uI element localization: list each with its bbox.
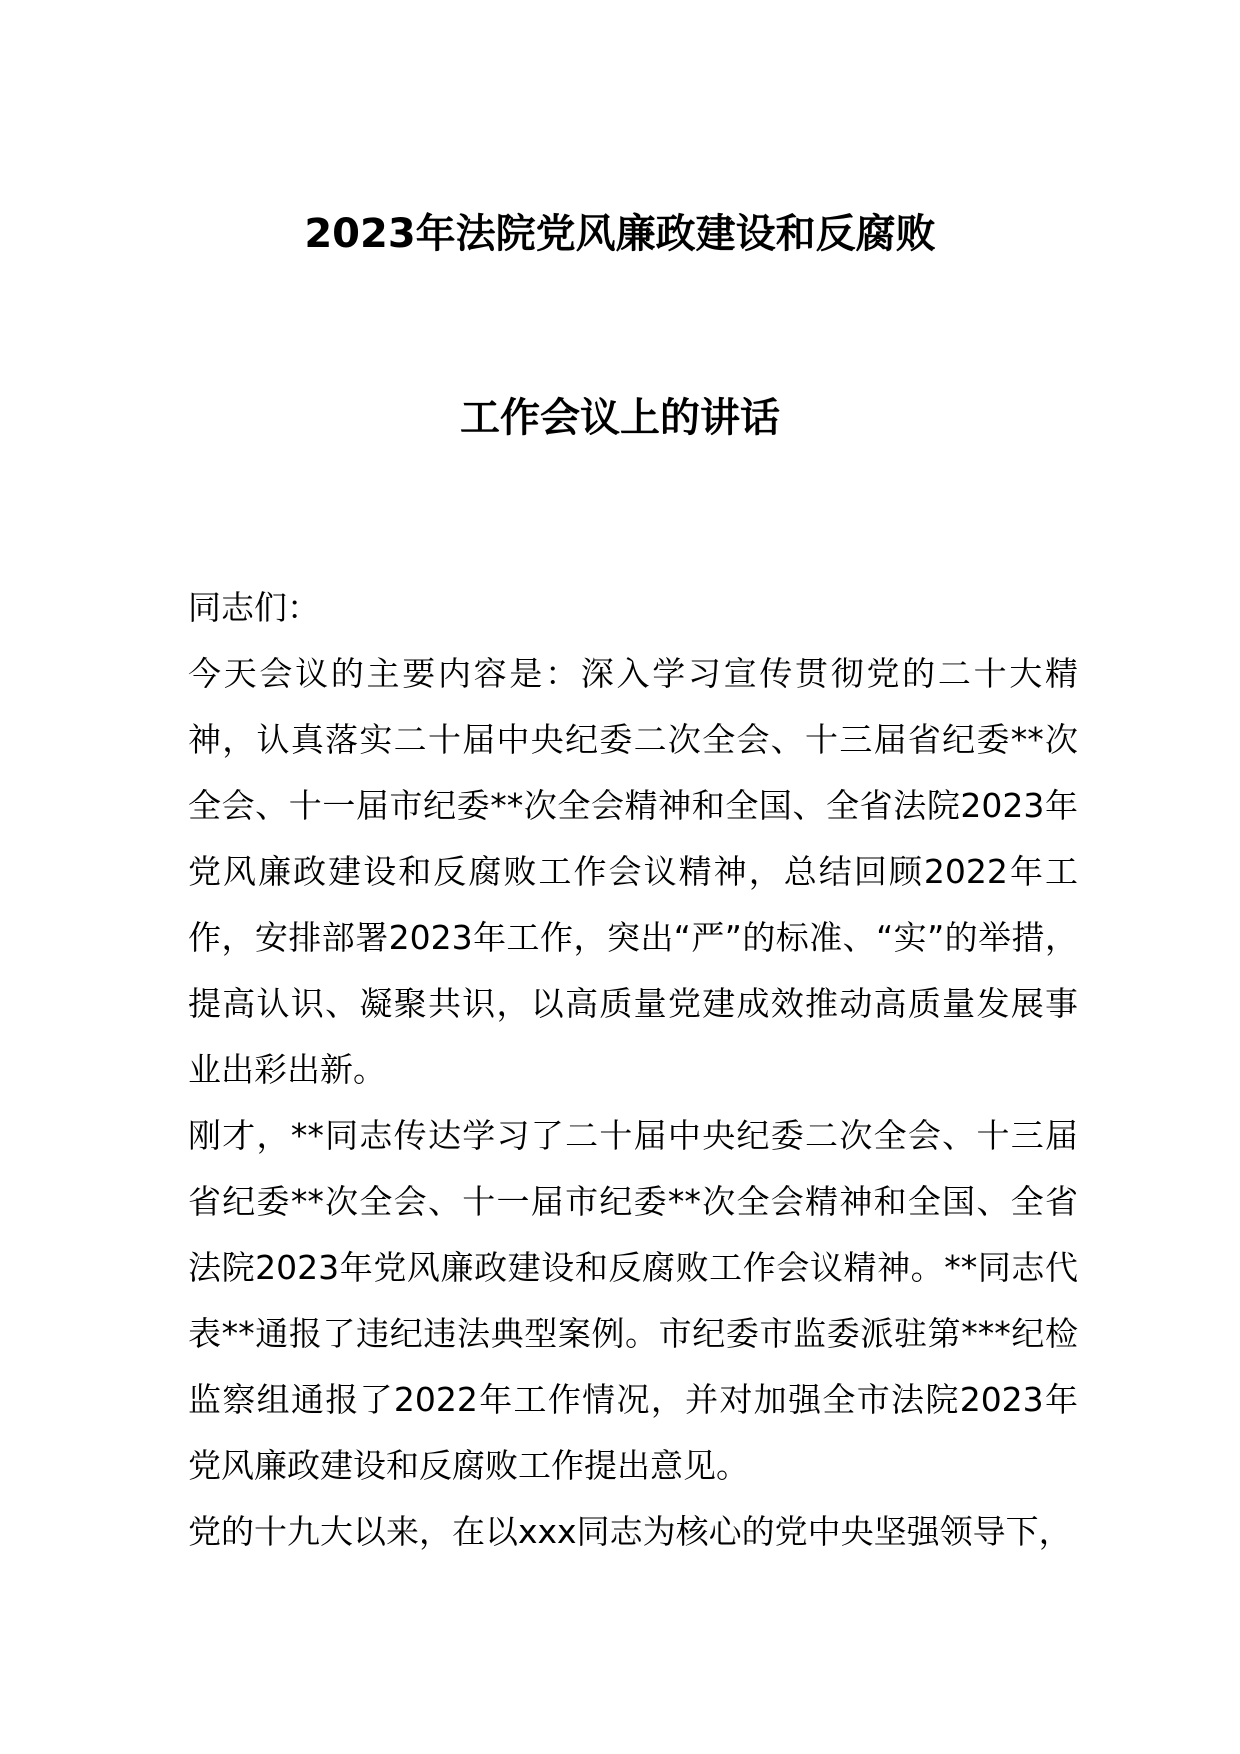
document-title-line-2: 工作会议上的讲话	[460, 395, 780, 441]
paragraph-1: 今天会议的主要内容是：深入学习宣传贯彻党的二十大精神，认真落实二十届中央纪委二次全会、十三届省纪委**次全会、十一届市纪委**次全会精神和全国、全省法院2023年党风廉政建设和反腐败工作会议精神，总结回顾2022年工作，安排部署2023年工作，突出“严”的标准、“实”的举措，提高认识、凝聚共识，以高质量党建成效推动高质量发展事业出彩出新。	[188, 654, 1078, 1089]
document-body	[188, 575, 1078, 1565]
document-title-line-1: 2023年法院党风廉政建设和反腐败	[304, 211, 936, 257]
paragraph-2: 刚才，**同志传达学习了二十届中央纪委二次全会、十三届省纪委**次全会、十一届市纪委**次全会精神和全国、全省法院2023年党风廉政建设和反腐败工作会议精神。**同志代表**通报了违纪违法典型案例。市纪委市监委派驻第***纪检监察组通报了2022年工作情况，并对加强全市法院2023年党风廉政建设和反腐败工作提出意见。	[188, 1116, 1078, 1485]
paragraph-3: 党的十九大以来，在以xxx同志为核心的党中央坚强领导下，	[188, 1512, 1072, 1551]
salutation: 同志们：	[188, 588, 320, 627]
